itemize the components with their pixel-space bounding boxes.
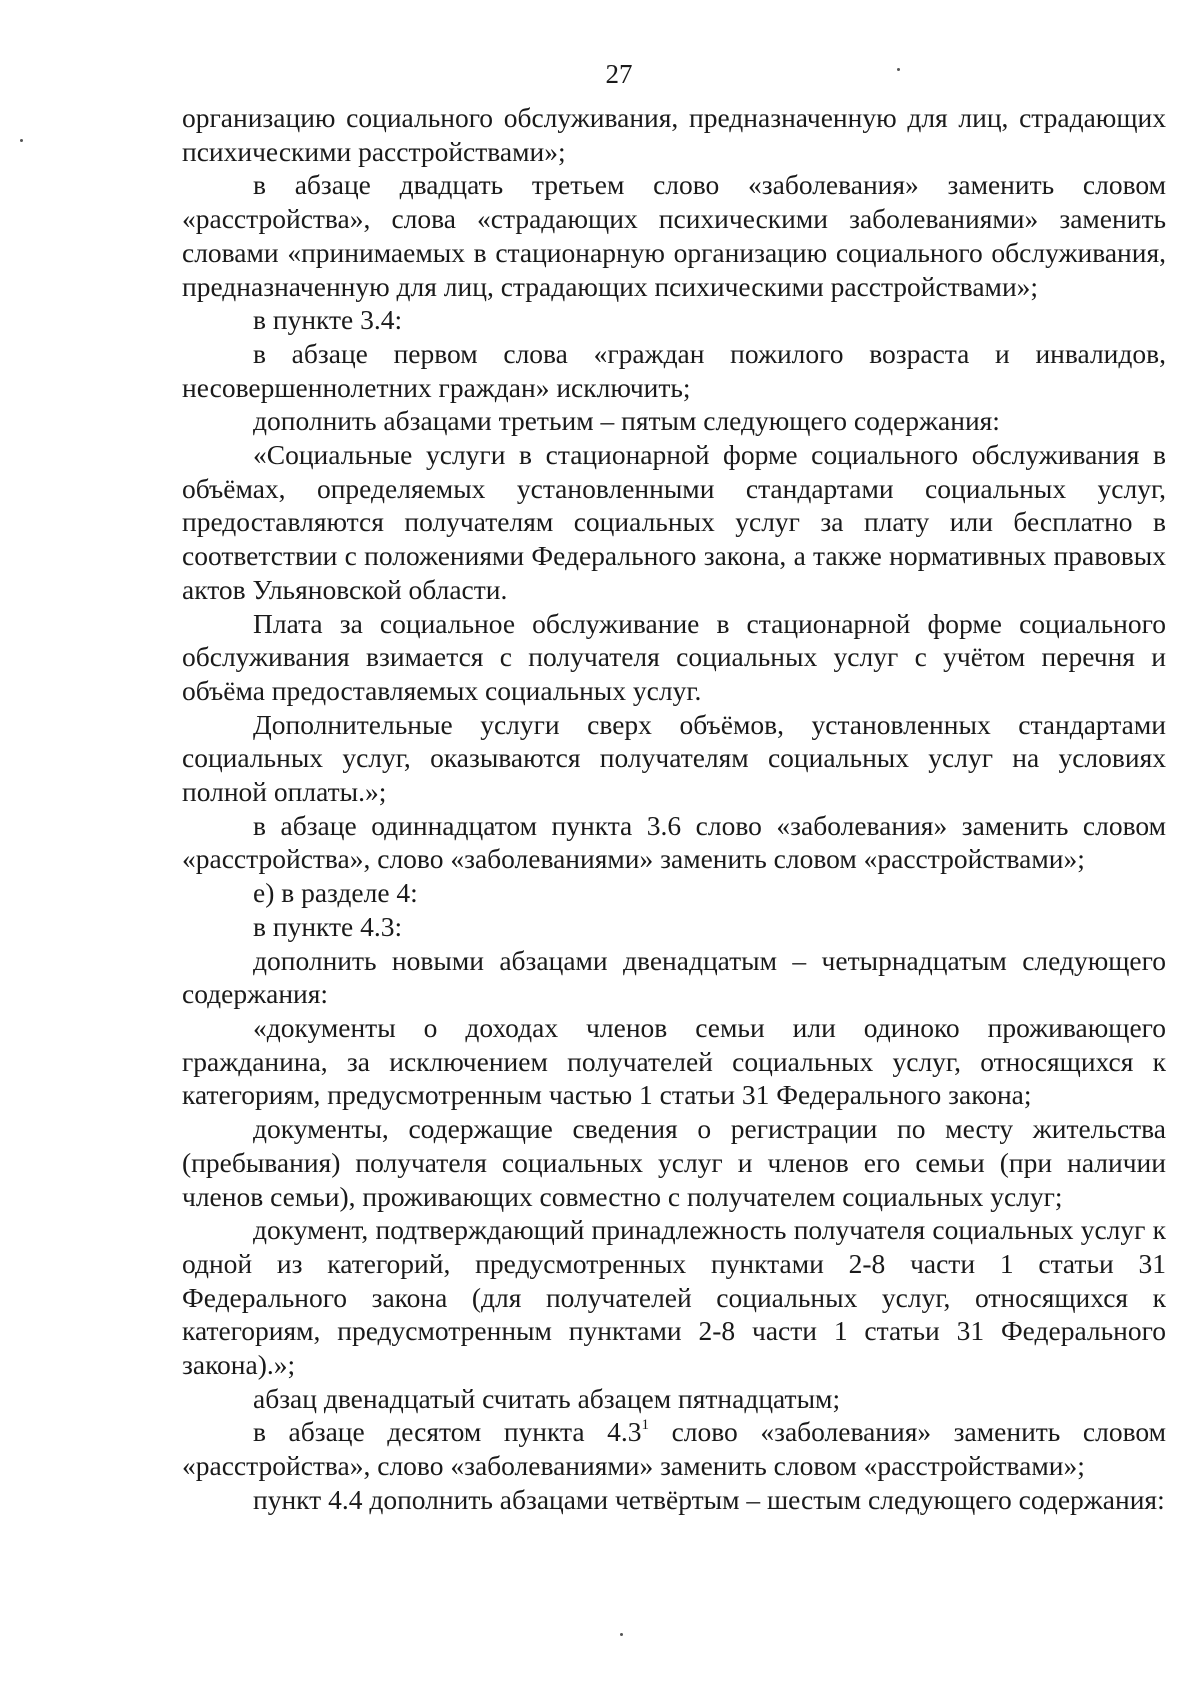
paragraph: организацию социального обслуживания, предназначенную для лиц, страдающих психическими расстройствами»;	[182, 102, 1166, 167]
paragraph: Дополнительные услуги сверх объёмов, установленных стандартами социальных услуг, оказываются получателям социальных услуг на условиях полной оплаты.»;	[182, 708, 1166, 808]
paragraph: документ, подтверждающий принадлежность получателя социальных услуг к одной из категорий, предусмотренных пунктами 2-8 части 1 статьи 31 Федерального закона (для получателей социальных услуг, относящихся к категориям, предусмотренным пунктами 2-8 части 1 статьи 31 Федерального закона).»;	[182, 1214, 1166, 1381]
paragraph: «Социальные услуги в стационарной форме социального обслуживания в объёмах, определяемых установленными стандартами социальных услуг, предоставляются получателям социальных услуг за плату или бесплатно в соответствии с положениями Федерального закона, а также нормативных правовых актов Ульяновской области.	[182, 439, 1166, 605]
paragraph: пункт 4.4 дополнить абзацами четвёртым – шестым следующего содержания:	[253, 1483, 1165, 1515]
scan-speck	[20, 139, 23, 142]
page-number: 27	[605, 59, 633, 89]
paragraph: в пункте 3.4:	[253, 304, 403, 336]
paragraph: в абзаце одиннадцатом пункта 3.6 слово «заболевания» заменить словом «расстройства», слово «заболеваниями» заменить словом «расстройствами»;	[182, 809, 1166, 875]
paragraph: в пункте 4.3:	[253, 910, 403, 942]
paragraph: в абзаце первом слова «граждан пожилого возраста и инвалидов, несовершеннолетних граждан» исключить;	[182, 337, 1166, 403]
paragraph: абзац двенадцатый считать абзацем пятнадцатым;	[253, 1382, 841, 1414]
paragraph: дополнить абзацами третьим – пятым следующего содержания:	[253, 405, 1000, 437]
paragraph-with-superscript	[182, 1415, 1166, 1482]
paragraph: «документы о доходах членов семьи или одиноко проживающего гражданина, за исключением получателей социальных услуг, относящихся к категориям, предусмотренным частью 1 статьи 31 Федерального закона;	[182, 1011, 1166, 1111]
paragraph-text: слово «заболевания» заменить словом «расстройства», слово «заболеваниями» заменить словом «расстройствами»;	[182, 1416, 1166, 1482]
paragraph: е) в разделе 4:	[253, 877, 418, 909]
scan-speck	[897, 68, 900, 71]
paragraph: в абзаце двадцать третьем слово «заболевания» заменить словом «расстройства», слова «страдающих психическими заболеваниями» заменить словами «принимаемых в стационарную организацию социального обслуживания, предназначенную для лиц, страдающих психическими расстройствами»;	[182, 169, 1166, 302]
scan-speck	[620, 1633, 623, 1636]
document-body	[182, 101, 1166, 1517]
paragraph-text: в абзаце десятом пункта 4.3	[253, 1416, 642, 1448]
paragraph: Плата за социальное обслуживание в стационарной форме социального обслуживания взимается с получателя социальных услуг с учётом перечня и объёма предоставляемых социальных услуг.	[182, 607, 1166, 706]
paragraph: документы, содержащие сведения о регистрации по месту жительства (пребывания) получателя социальных услуг и членов его семьи (при наличии членов семьи), проживающих совместно с получателем социальных услуг;	[182, 1113, 1166, 1212]
superscript: 1	[641, 1417, 650, 1434]
paragraph: дополнить новыми абзацами двенадцатым – четырнадцатым следующего содержания:	[182, 944, 1166, 1010]
